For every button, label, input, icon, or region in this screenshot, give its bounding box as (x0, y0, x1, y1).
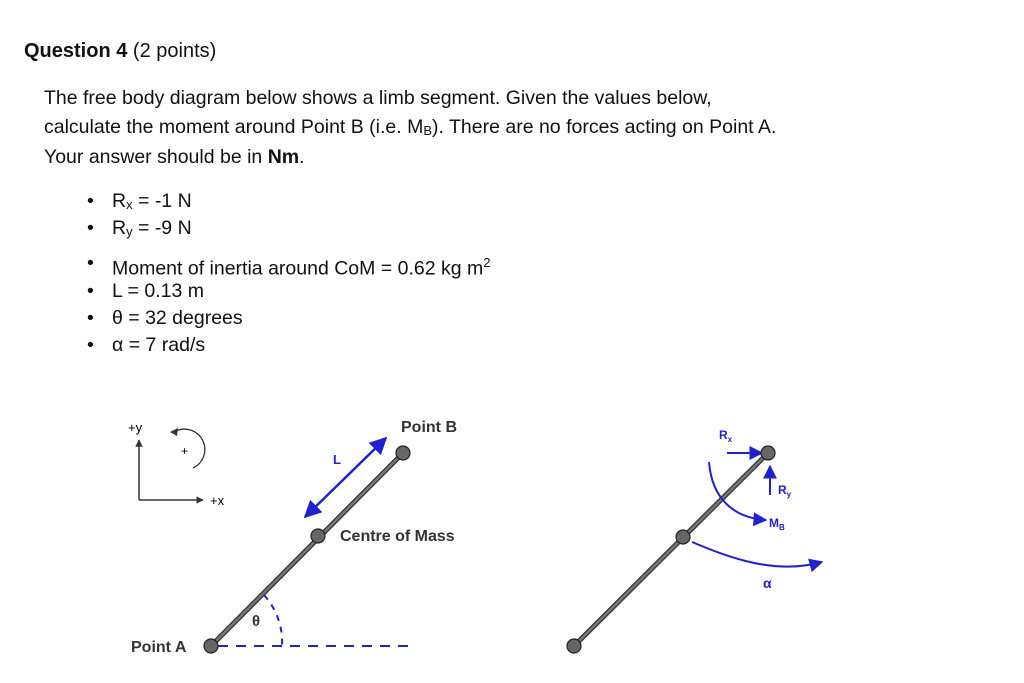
mb-sub: B (779, 523, 785, 532)
given-theta: • θ = 32 degrees (84, 305, 490, 332)
given-ry-sym: R (112, 217, 127, 239)
given-length: • L = 0.13 m (84, 278, 490, 305)
rx-label (719, 428, 733, 444)
theta-arc (264, 595, 282, 646)
limb-segment-right (574, 453, 768, 646)
ry-label (778, 483, 792, 499)
given-rx-value: = -1 N (132, 190, 192, 212)
question-unit: Nm (267, 146, 300, 168)
given-ry-sub: y (126, 224, 133, 239)
point-a-node-right (567, 639, 581, 653)
y-axis-label: +y (128, 420, 143, 435)
length-arrow (305, 438, 386, 517)
theta-label: θ (252, 613, 261, 630)
question-line-2-sub: B (423, 123, 433, 138)
right-diagram (567, 428, 822, 653)
point-a-node (204, 639, 218, 653)
given-rx-sub: x (126, 197, 133, 212)
question-line-3-a: Your answer should be in (44, 146, 268, 168)
x-axis-label: +x (210, 493, 225, 508)
ry-sym: R (778, 483, 787, 497)
given-inertia-sup: 2 (483, 255, 491, 270)
length-label: L (333, 452, 341, 467)
rotation-sign: + (181, 444, 189, 458)
question-number: Question 4 (24, 40, 128, 62)
question-line-2-b: ). There are no forces acting on Point A. (432, 116, 777, 138)
rx-sym: R (719, 428, 728, 442)
point-b-node (396, 446, 410, 460)
com-label: Centre of Mass (340, 528, 455, 545)
mb-label (769, 516, 785, 532)
alpha-arc (692, 542, 822, 567)
point-b-node-right (761, 446, 775, 460)
axes-legend (128, 420, 225, 508)
mb-sym: M (769, 516, 779, 530)
mb-arc (709, 462, 766, 520)
com-node (311, 529, 325, 543)
question-line-1: The free body diagram below shows a limb segment. Given the values below, (44, 87, 712, 109)
given-inertia-text: Moment of inertia around CoM = 0.62 kg m (112, 257, 484, 280)
question-line-3-b: . (299, 146, 305, 168)
given-ry-value: = -9 N (132, 217, 192, 239)
given-alpha: • α = 7 rad/s (84, 332, 490, 359)
rx-sub: x (727, 435, 733, 444)
left-diagram (131, 419, 457, 656)
point-b-label: Point B (401, 419, 457, 436)
limb-segment (211, 453, 403, 646)
question-points: (2 points) (127, 40, 217, 62)
given-rx-sym: R (112, 190, 127, 212)
question-line-2-a: calculate the moment around Point B (i.e. M (44, 116, 424, 138)
com-node-right (676, 530, 690, 544)
rotation-arrowhead (170, 428, 178, 436)
ry-sub: y (786, 490, 792, 499)
alpha-label: α (763, 575, 772, 591)
point-a-label: Point A (131, 639, 187, 656)
